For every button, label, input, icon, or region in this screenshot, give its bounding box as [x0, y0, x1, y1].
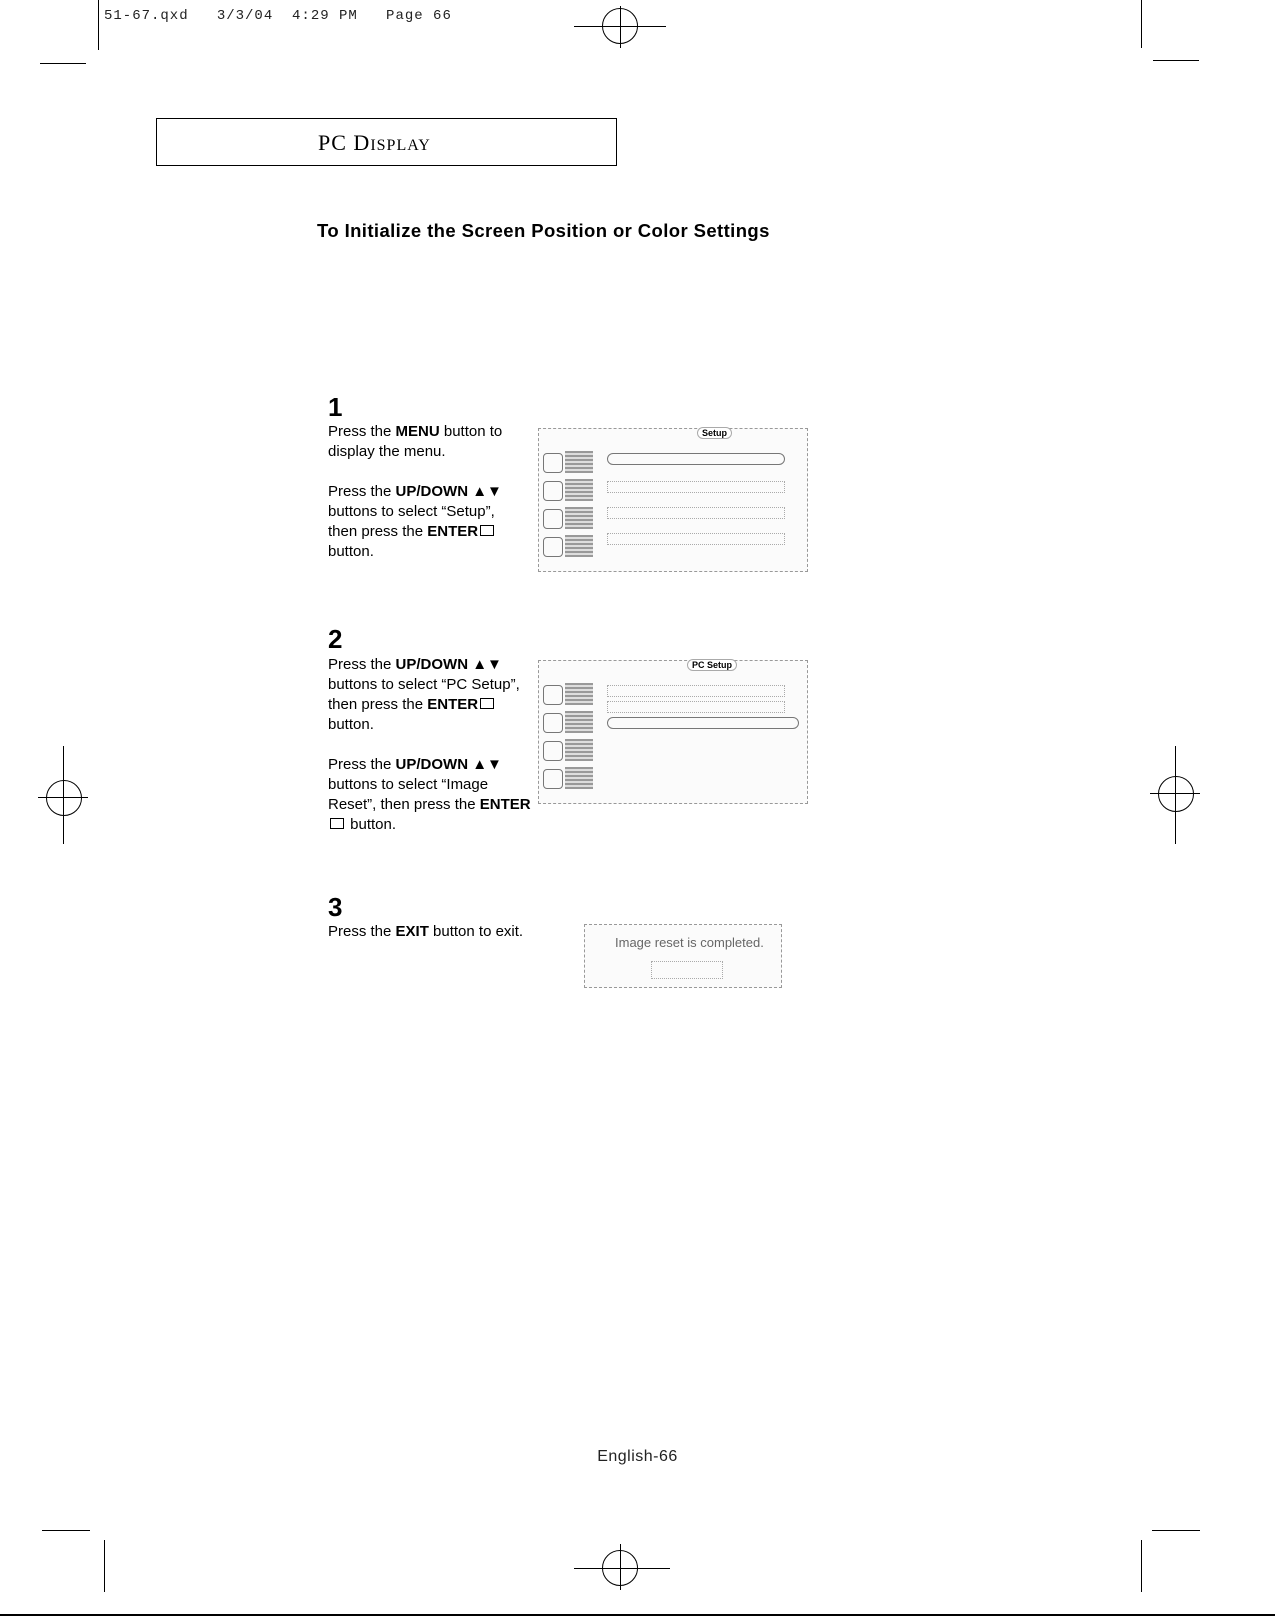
- sound-icon: [543, 481, 563, 501]
- step-instructions: [328, 655, 538, 855]
- channel-icon: [543, 741, 563, 761]
- registration-mark: [602, 1550, 638, 1586]
- osd-pc-setup-menu: [538, 660, 808, 804]
- registration-mark: [46, 780, 82, 816]
- step-instructions: [328, 422, 528, 582]
- step-paragraph: Press the UP/DOWN ▲▼ buttons to select “Setup”, then press the ENTER button.: [328, 483, 502, 560]
- osd-message-box: [584, 924, 782, 988]
- osd-row: [607, 533, 785, 545]
- step-paragraph: Press the MENU button to display the menu.: [328, 423, 503, 460]
- crop-mark: [1141, 0, 1142, 48]
- osd-row: [607, 481, 785, 493]
- page-number: English-66: [597, 1448, 678, 1465]
- osd-menu-title: Setup: [697, 427, 732, 439]
- osd-ok-box: [651, 961, 723, 979]
- crop-mark: [1152, 1530, 1200, 1531]
- step-paragraph: Press the UP/DOWN ▲▼ buttons to select “Image Reset”, then press the ENTER button.: [328, 756, 531, 833]
- enter-icon: [480, 698, 494, 709]
- step-number: 1: [328, 392, 343, 422]
- step-instructions: [328, 922, 528, 962]
- setup-icon: [543, 537, 563, 557]
- step-number: 2: [328, 624, 343, 654]
- crop-mark: [40, 63, 86, 64]
- osd-setup-menu: [538, 428, 808, 572]
- page-edge: [0, 1614, 1275, 1616]
- setup-icon: [543, 769, 563, 789]
- picture-icon: [543, 685, 563, 705]
- picture-icon: [543, 453, 563, 473]
- sound-icon: [543, 713, 563, 733]
- crop-mark: [1141, 1540, 1142, 1592]
- osd-menu-title: PC Setup: [687, 659, 737, 671]
- osd-message: Image reset is completed.: [615, 935, 764, 950]
- osd-selected-row: [607, 453, 785, 465]
- crop-mark: [98, 0, 99, 50]
- registration-mark: [602, 8, 638, 44]
- section-title: PC DISPLAY: [318, 130, 431, 155]
- osd-menu-tabs: [539, 447, 597, 567]
- step-paragraph: Press the UP/DOWN ▲▼ buttons to select “PC Setup”, then press the ENTER button.: [328, 656, 520, 733]
- registration-mark: [1158, 776, 1194, 812]
- osd-row: [607, 507, 785, 519]
- enter-icon: [330, 818, 344, 829]
- osd-selected-row: [607, 717, 799, 729]
- crop-mark: [104, 1540, 105, 1592]
- osd-row: [607, 701, 785, 713]
- channel-icon: [543, 509, 563, 529]
- file-slug: 51-67.qxd 3/3/04 4:29 PM Page 66: [104, 8, 452, 24]
- enter-icon: [480, 525, 494, 536]
- crop-mark: [1153, 60, 1199, 61]
- page-heading: To Initialize the Screen Position or Color Settings: [317, 220, 770, 241]
- osd-row: [607, 685, 785, 697]
- crop-mark: [42, 1530, 90, 1531]
- step-number: 3: [328, 892, 343, 922]
- step-paragraph: Press the EXIT button to exit.: [328, 923, 524, 940]
- osd-menu-tabs: [539, 679, 597, 799]
